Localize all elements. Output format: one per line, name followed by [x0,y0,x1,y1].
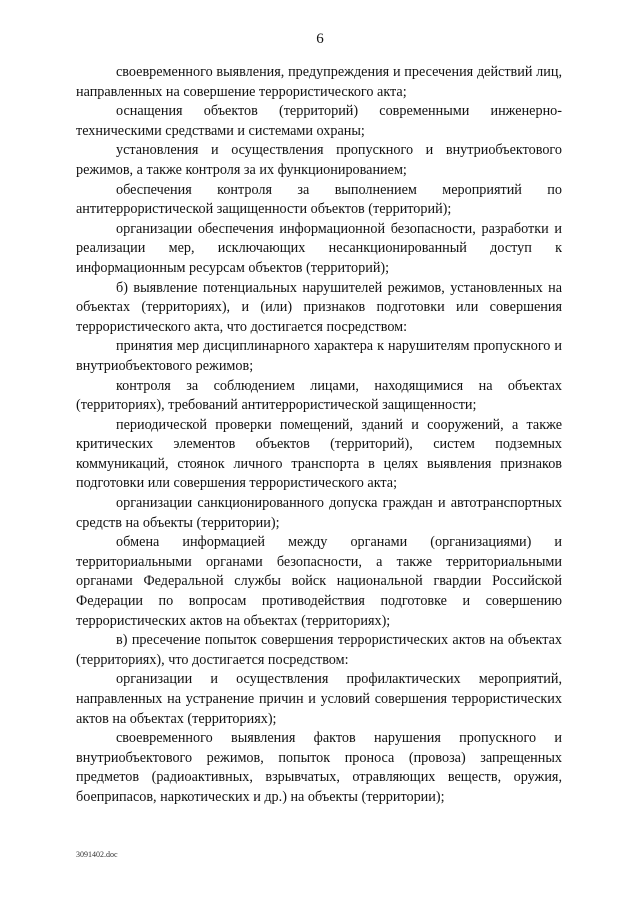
paragraph: в) пресечение попыток совершения террористических актов на объектах (территориях), что достигается посредством: [76,632,562,668]
paragraph: своевременного выявления, предупреждения и пресечения действий лиц, направленных на совершение террористического акта; [76,64,562,100]
paragraph: обеспечения контроля за выполнением мероприятий по антитеррористической защищенности объектов (территорий); [76,181,562,218]
paragraph: оснащения объектов (территорий) современными инженерно-техническими средствами и системами охраны; [76,103,562,139]
paragraph: б) выявление потенциальных нарушителей режимов, установленных на объектах (территориях), и (или) признаков подготовки или совершения террористического акта, что достигается посредством: [76,279,562,335]
paragraph: периодической проверки помещений, зданий и сооружений, а также критических элементов объектов (территорий), систем подземных коммуникаций, стоянок личного транспорта в целях выявления признаков подготовки или совершения террористического акта; [76,416,562,492]
page-number: 6 [316,31,324,47]
paragraph: принятия мер дисциплинарного характера к нарушителям пропускного и внутриобъектового режимов; [76,338,562,374]
paragraph: организации и осуществления профилактических мероприятий, направленных на устранение причин и условий совершения террористических актов на объектах (территориях); [76,671,562,727]
paragraph: организации обеспечения информационной безопасности, разработки и реализации мер, исключающих несанкционированный доступ к информационным ресурсам объектов (территорий); [76,220,562,276]
paragraph: установления и осуществления пропускного и внутриобъектового режимов, а также контроля за их функционированием; [76,142,562,178]
document-body [76,63,562,808]
paragraph: контроля за соблюдением лицами, находящимися на объектах (территориях), требований антитеррористической защищенности; [76,377,562,414]
paragraph: своевременного выявления фактов нарушения пропускного и внутриобъектового режимов, попыток проноса (провоза) запрещенных предметов (радиоактивных, взрывчатых, отравляющих веществ, оружия, боеприпасов, наркотических и др.) на объекты (территории); [76,730,562,805]
paragraph: организации санкционированного допуска граждан и автотранспортных средств на объекты (территории); [76,495,562,531]
footer-filename: 3091402.doc [76,850,118,859]
paragraph: обмена информацией между органами (организациями) и территориальными органами безопасности, а также территориальными органами Федеральной службы войск национальной гвардии Российской Федерации по вопросам противодействия подготовке и совершению террористических актов на объектах (территориях); [76,534,562,629]
